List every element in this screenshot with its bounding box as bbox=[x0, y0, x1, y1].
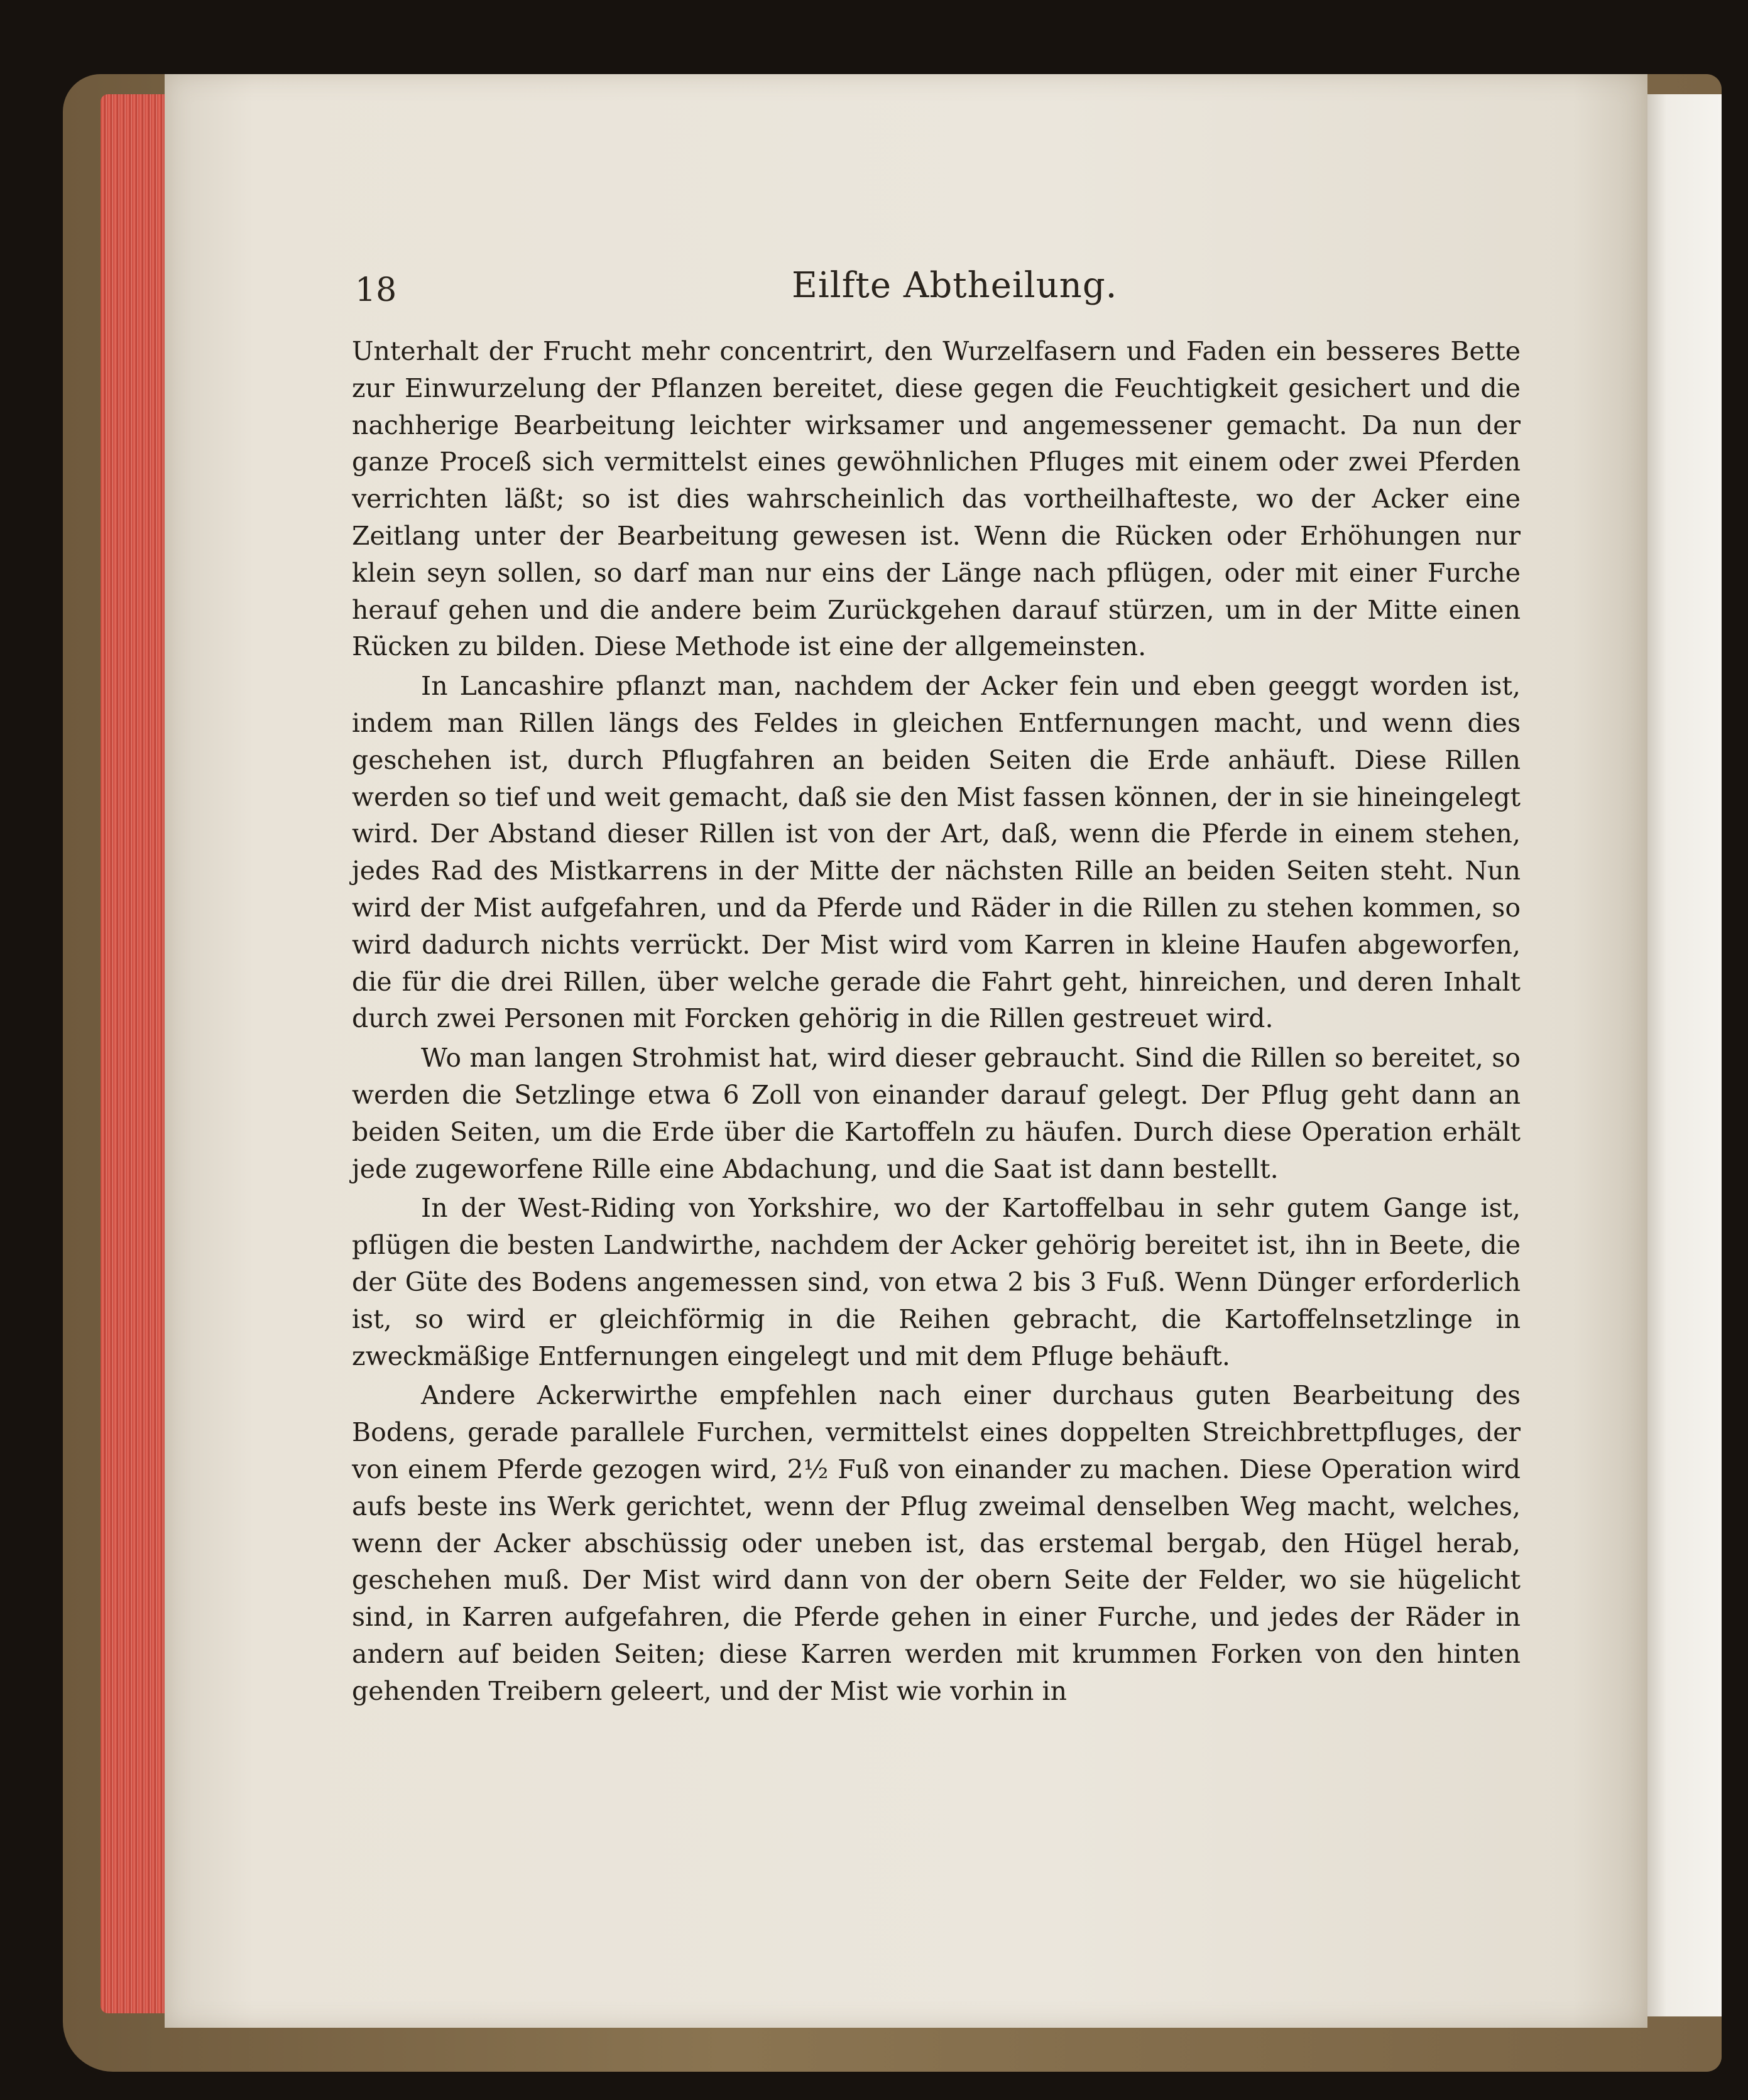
paragraph: In Lancashire pflanzt man, nachdem der Acker fein und eben geeggt worden ist, indem man Rillen längs des Feldes in gleichen Entfernungen macht, und wenn dies geschehen ist, durch Pflugfahren an beiden Seiten die Erde anhäuft. Diese Rillen werden so tief und weit gemacht, daß sie den Mist fassen können, der in sie hineingelegt wird. Der Abstand dieser Rillen ist von der Art, daß, wenn die Pferde in einem stehen, jedes Rad des Mistkarrens in der Mitte der nächsten Rille an beiden Seiten steht. Nun wird der Mist aufgefahren, und da Pferde und Räder in die Rillen zu stehen kommen, so wird dadurch nichts verrückt. Der Mist wird vom Karren in kleine Haufen abgeworfen, die für die drei Rillen, über welche gerade die Fahrt geht, hinreichen, und deren Inhalt durch zwei Personen mit Forcken gehörig in die Rillen gestreuet wird. bbox=[352, 671, 1521, 1034]
paragraph: Wo man langen Strohmist hat, wird dieser gebraucht. Sind die Rillen so bereitet, so werden die Setzlinge etwa 6 Zoll von einander darauf gelegt. Der Pflug geht dann an beiden Seiten, um die Erde über die Kartoffeln zu häufen. Durch diese Operation erhält jede zugeworfene Rille eine Abdachung, und die Saat ist dann bestellt. bbox=[352, 1043, 1521, 1184]
paragraph: Unterhalt der Frucht mehr concentrirt, den Wurzelfasern und Faden ein besseres Bette zur Einwurzelung der Pflanzen bereitet, diese gegen die Feuchtigkeit gesichert und die nachherige Bearbeitung leichter wirksamer und angemessener gemacht. Da nun der ganze Proceß sich vermittelst eines gewöhnlichen Pfluges mit einem oder zwei Pferden verrichten läßt; so ist dies wahrscheinlich das vortheilhafteste, wo der Acker eine Zeitlang unter der Bearbeitung gewesen ist. Wenn die Rücken oder Erhöhungen nur klein seyn sollen, so darf man nur eins der Länge nach pflügen, oder mit einer Furche herauf gehen und die andere beim Zurückgehen darauf stürzen, um in der Mitte einen Rücken zu bilden. Diese Methode ist eine der allgemeinsten. bbox=[352, 336, 1521, 662]
page-number: 18 bbox=[355, 271, 397, 309]
paragraph: Andere Ackerwirthe empfehlen nach einer durchaus guten Bearbeitung des Bodens, gerade parallele Furchen, vermittelst eines doppelten Streichbrettpfluges, der von einem Pferde gezogen wird, 2½ Fuß von einander zu machen. Diese Operation wird aufs beste ins Werk gerichtet, wenn der Pflug zweimal denselben Weg macht, welches, wenn der Acker abschüssig oder uneben ist, das erstemal bergab, den Hügel herab, geschehen muß. Der Mist wird dann von der obern Seite der Felder, wo sie hügelicht sind, in Karren aufgefahren, die Pferde gehen in einer Furche, und jedes der Räder in andern auf beiden Seiten; diese Karren werden mit krummen Forken von den hinten gehenden Treibern geleert, und der Mist wie vorhin in bbox=[352, 1380, 1521, 1706]
running-head: Eilfte Abtheilung. bbox=[792, 265, 1118, 306]
page-edges-right bbox=[1637, 94, 1722, 2016]
body-text bbox=[352, 333, 1521, 1712]
paragraph: In der West-Riding von Yorkshire, wo der Kartoffelbau in sehr gutem Gange ist, pflügen die besten Landwirthe, nachdem der Acker gehörig bereitet ist, ihn in Beete, die der Güte des Bodens angemessen sind, von etwa 2 bis 3 Fuß. Wenn Dünger erforderlich ist, so wird er gleichförmig in die Reihen gebracht, die Kartoffelnsetzlinge in zweckmäßige Entfernungen eingelegt und mit dem Pfluge behäuft. bbox=[352, 1193, 1521, 1371]
